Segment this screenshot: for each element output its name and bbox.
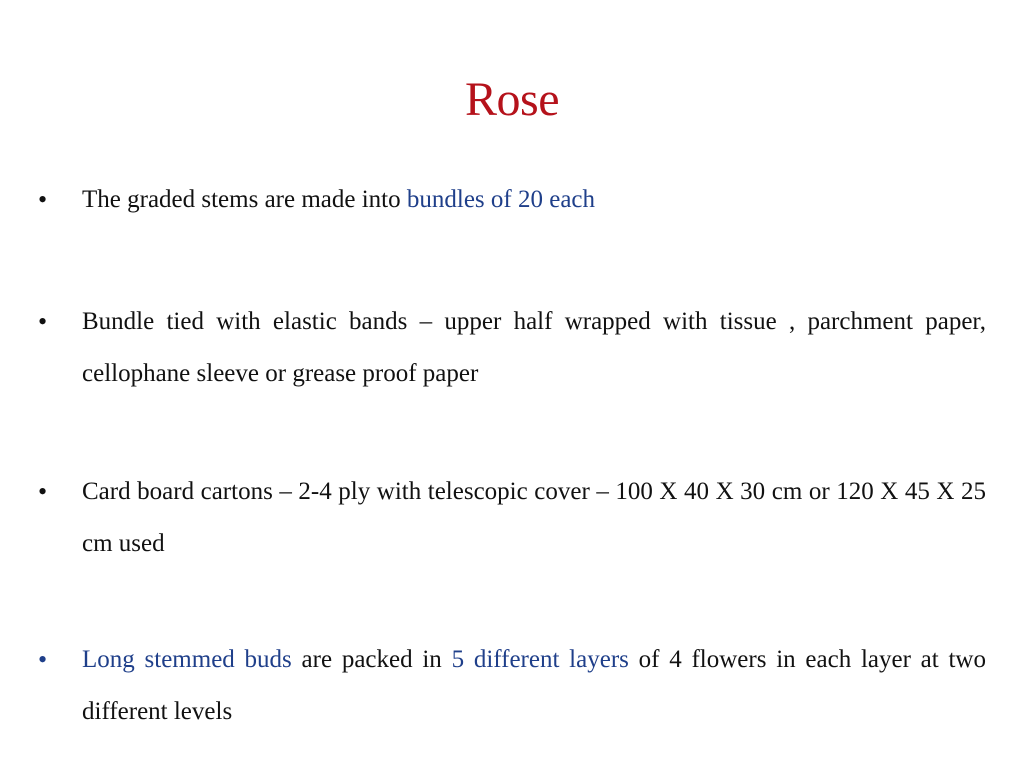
bullet-text: [82, 466, 986, 570]
bullet-text: [82, 174, 986, 226]
bullet-highlight: bundles of 20 each: [406, 186, 596, 213]
bullet-text-part: are packed in: [291, 646, 452, 673]
bullet-item-2: [38, 296, 986, 400]
bullet-item-4: [38, 634, 986, 738]
bullet-highlight: 5 different layers: [451, 646, 629, 673]
bullet-text-part: Bundle tied with elastic bands – upper half wrapped with tissue , parchment paper, cellophane sleeve or grease proof paper: [82, 308, 986, 387]
bullet-marker: •: [38, 645, 48, 674]
bullet-text-part: Card board cartons – 2-4 ply with telescopic cover – 100 X 40 X 30 cm or 120 X 45 X 25 cm used: [82, 478, 986, 557]
bullet-text-part: of 4 flowers in each layer at two different levels: [82, 646, 986, 725]
bullet-marker: •: [38, 185, 48, 214]
bullet-item-3: [38, 466, 986, 570]
bullet-marker: •: [38, 477, 48, 506]
bullet-item-1: [38, 174, 986, 226]
bullet-marker: •: [38, 307, 48, 336]
bullet-text-part: The graded stems are made into: [82, 186, 407, 213]
bullet-text: [82, 296, 986, 400]
bullet-highlight: Long stemmed buds: [82, 646, 292, 673]
slide-title: Rose: [465, 73, 559, 126]
bullet-text: [82, 634, 986, 738]
